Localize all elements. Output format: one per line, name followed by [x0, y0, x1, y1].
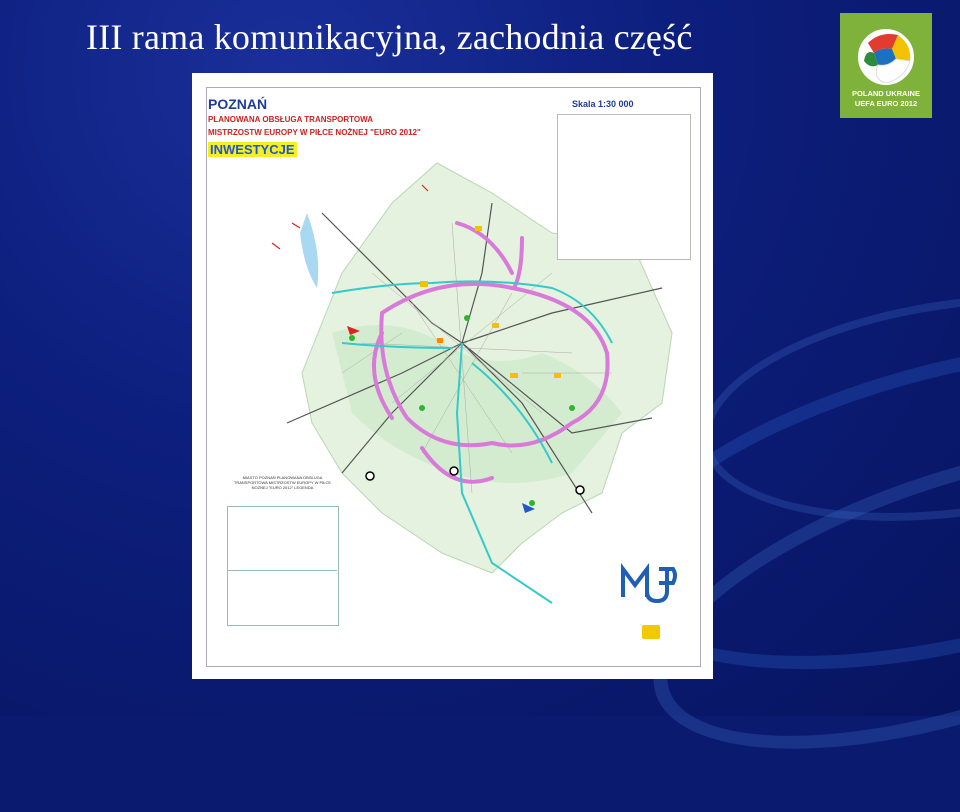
- legend-heading: MIASTO POZNAŃ PLANOWANA OBSŁUGA TRANSPORTOWA MISTRZOSTW EUROPY W PIŁCE NOŻNEJ "EURO 2012" LEGENDA: [233, 475, 332, 490]
- seal-stamp: [642, 625, 660, 639]
- map-legend-section: [227, 570, 337, 623]
- lake: [300, 213, 318, 288]
- euro-2012-logo: [840, 13, 932, 118]
- map-title-line-1: PLANOWANA OBSŁUGA TRANSPORTOWA: [208, 115, 374, 124]
- map-title-line-2: MISTRZOSTW EUROPY W PIŁCE NOŻNEJ "EURO 2012": [208, 128, 421, 137]
- map-scale: Skala 1:30 000: [572, 99, 634, 109]
- transport-map: [192, 73, 713, 679]
- investment-list: [557, 114, 691, 260]
- football-icon: [840, 13, 932, 93]
- logo-line-1: POLAND UKRAINE: [852, 89, 920, 98]
- map-investments-label: INWESTYCJE: [210, 142, 295, 157]
- map-city-name: POZNAŃ: [208, 96, 268, 112]
- mup-logo: [619, 561, 679, 609]
- slide-title: III rama komunikacyjna, zachodnia część: [86, 17, 693, 57]
- logo-line-2: UEFA EURO 2012: [854, 99, 918, 108]
